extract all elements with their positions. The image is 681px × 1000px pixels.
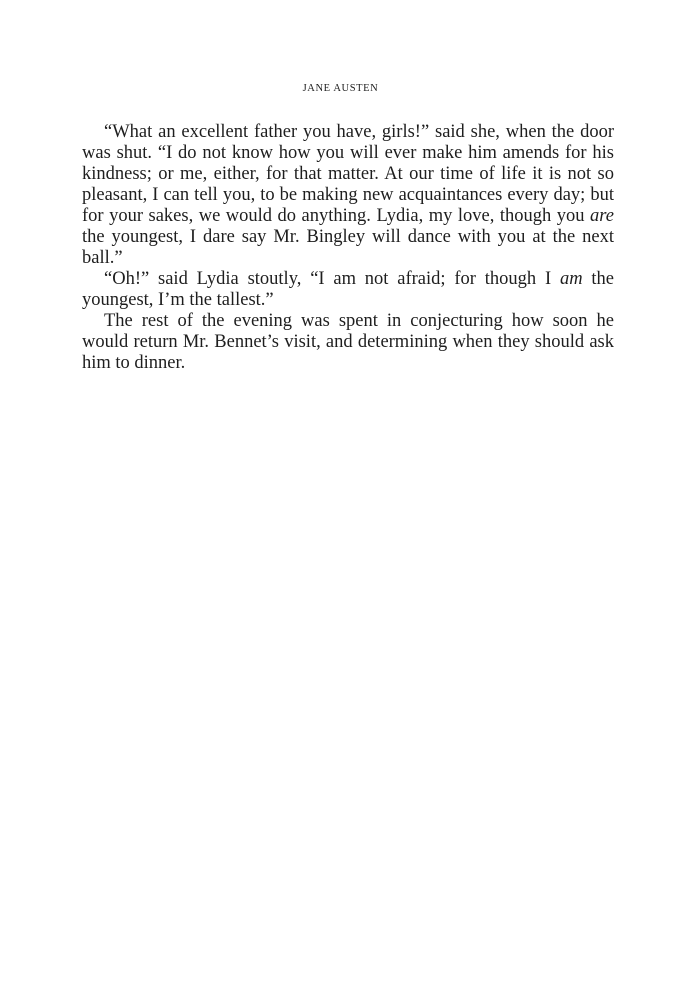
text-segment: “What an excellent father you have, girls!” said she, when the door was shut. “I do not know how you will ever make him amends for his kindness; or me, either, for that matter. At our time of life it is not so pleasant, I can tell you, to be making new acquaintances every day; but for your sakes, we would do anything. Lydia, my love, though you [82,122,614,226]
text-segment: the youngest, I’m the tallest.” [82,269,614,310]
text-segment: “Oh!” said Lydia stoutly, “I am not afraid; for though I [104,269,560,289]
text-segment: The rest of the evening was spent in conjecturing how soon he would return Mr. Bennet’s visit, and determining when they should ask him to dinner. [82,311,614,373]
running-head: JANE AUSTEN [302,83,379,94]
paragraph [82,311,614,374]
text-segment: the youngest, I dare say Mr. Bingley will dance with you at the next ball.” [82,227,614,268]
emphasis-text: are [590,206,614,226]
emphasis-text: am [559,269,583,289]
paragraph [82,122,614,269]
paragraph [82,269,614,311]
body-text [82,122,614,374]
